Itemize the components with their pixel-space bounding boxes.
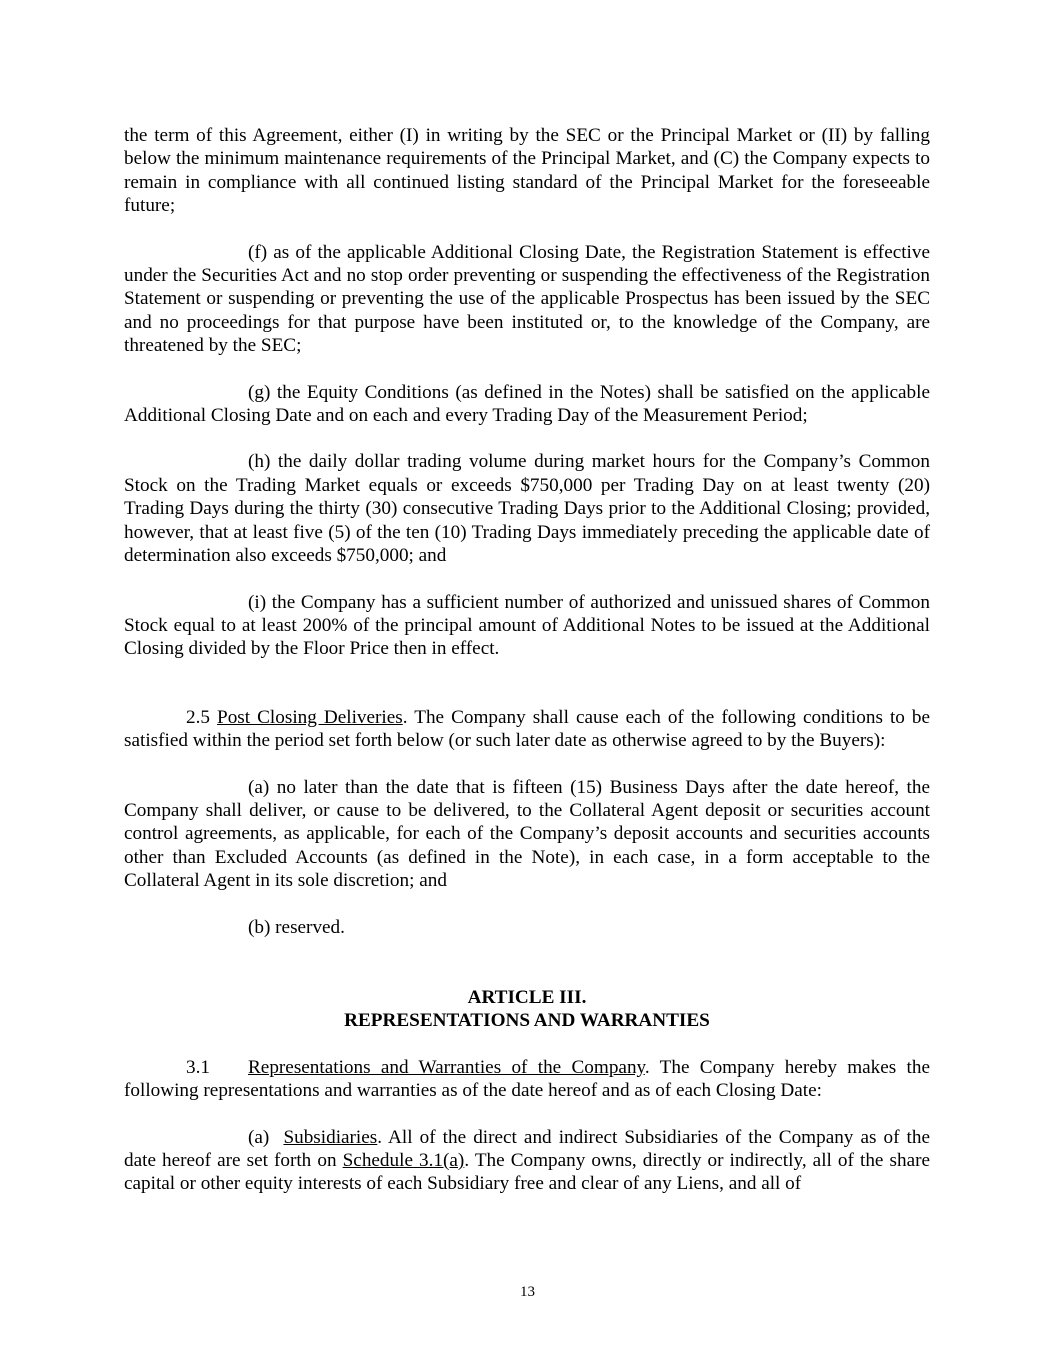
section-2-5-text: . The Company shall cause each of the following conditions to be satisfied within the period set forth below (or such later date as otherwise agreed to by the Buyers): xyxy=(124,706,931,752)
paragraph-i: (i) the Company has a sufficient number of authorized and unissued shares of Common Stock equal to at least 200% of the principal amount of Additional Notes to be issued at the Additional Closing divided by the Floor Price then in effect. xyxy=(124,591,930,660)
paragraph-2-5-b: (b) reserved. xyxy=(248,916,345,938)
section-3-1-title: Representations and Warranties of the Company xyxy=(248,1056,645,1078)
section-3-1 xyxy=(124,1056,930,1103)
paragraph-3-1-a-rest: . The Company owns, directly or indirectly, all of the share capital or other equity interests of each Subsidiary free and clear of any Liens, and all of xyxy=(124,1150,930,1195)
article-subtitle: REPRESENTATIONS AND WARRANTIES xyxy=(344,1010,710,1032)
schedule-reference: Schedule 3.1(a) xyxy=(342,1150,465,1171)
paragraph-3-1-a-label: (a) xyxy=(248,1126,270,1148)
paragraph-g: (g) the Equity Conditions (as defined in the Notes) shall be satisfied on the applicable Additional Closing Date and on each and every Trading Day of the Measurement Period; xyxy=(124,381,930,427)
paragraph-h: (h) the daily dollar trading volume during market hours for the Company’s Common Stock on the Trading Market equals or exceeds $750,000 per Trading Day on at least twenty (20) Trading Days during the thirty (30) consecutive Trading Days prior to the Additional Closing; provided, however, that at least five (5) of the ten (10) Trading Days immediately preceding the applicable date of determination also exceeds $750,000; and xyxy=(124,451,930,567)
section-2-5-title: Post Closing Deliveries xyxy=(217,706,403,728)
paragraph-3-1-a xyxy=(124,1126,930,1196)
document-page xyxy=(124,124,930,1196)
article-title: ARTICLE III. xyxy=(467,986,587,1008)
paragraph-3-1-a-text: . All of the direct and indirect Subsidiaries of the Company as of the date hereof are set forth on xyxy=(124,1126,931,1171)
section-2-5-number: 2.5 xyxy=(186,706,210,728)
section-2-5 xyxy=(124,706,930,753)
paragraph-continuation: the term of this Agreement, either (I) in writing by the SEC or the Principal Market or (II) by falling below the minimum maintenance requirements of the Principal Market, and (C) the Company expects to remain in compliance with all continued listing standard of the Principal Market for the foreseeable future; xyxy=(124,125,930,217)
section-3-1-text: . The Company hereby makes the following representations and warranties as of the date hereof and as of each Closing Date: xyxy=(124,1056,931,1102)
paragraph-f: (f) as of the applicable Additional Closing Date, the Registration Statement is effective under the Securities Act and no stop order preventing or suspending the effectiveness of the Registration Statement or suspending or preventing the use of the applicable Prospectus has been issued by the SEC and no proceedings for that purpose have been instituted or, to the knowledge of the Company, are threatened by the SEC; xyxy=(124,241,930,357)
subsidiaries-heading: Subsidiaries xyxy=(283,1126,378,1148)
page-number: 13 xyxy=(520,1284,535,1300)
section-3-1-number: 3.1 xyxy=(186,1056,210,1078)
paragraph-2-5-a: (a) no later than the date that is fifteen (15) Business Days after the date hereof, the Company shall deliver, or cause to be delivered, to the Collateral Agent deposit or securities account control agreements, as applicable, for each of the Company’s deposit accounts and securities accounts other than Excluded Accounts (as defined in the Note), in each case, in a form acceptable to the Collateral Agent in its sole discretion; and xyxy=(124,776,930,892)
